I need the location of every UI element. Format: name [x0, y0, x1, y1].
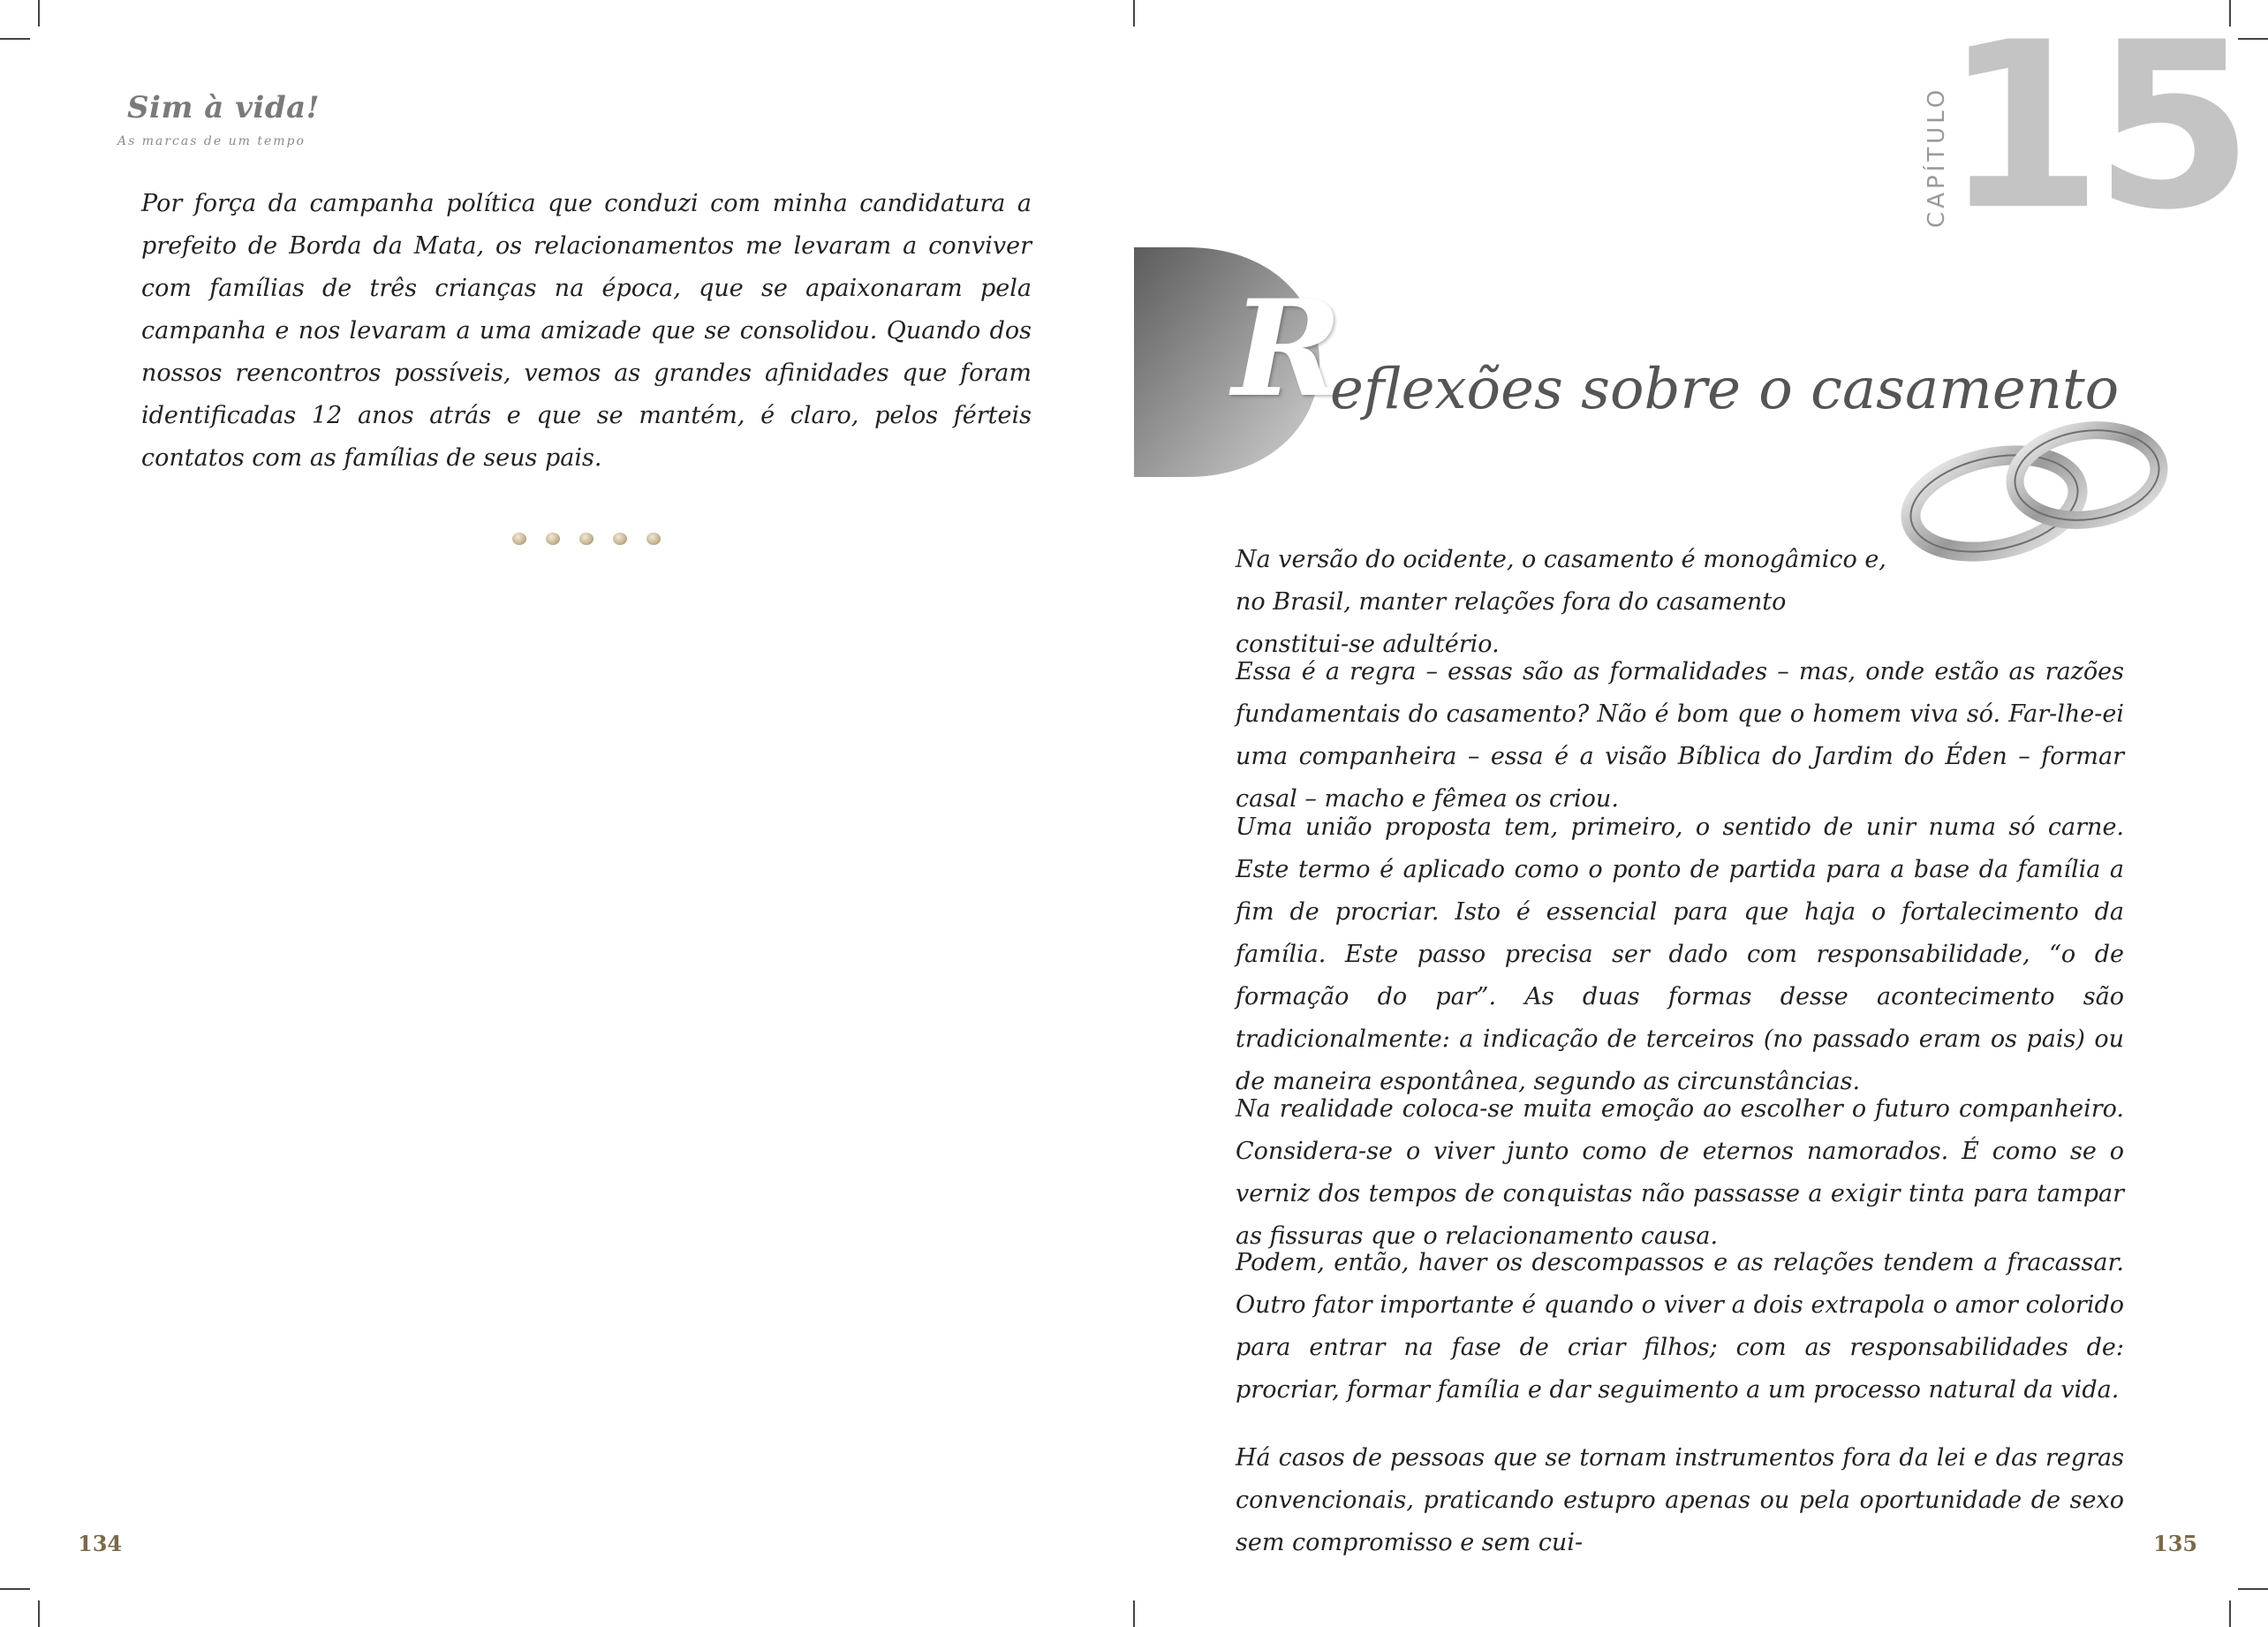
book-subtitle: As marcas de um tempo: [117, 134, 306, 148]
wedding-rings-image: [1897, 415, 2171, 565]
section-divider-dots: [512, 533, 661, 545]
divider-dot: [579, 533, 593, 545]
page-number-right: 135: [2153, 1531, 2198, 1556]
divider-dot: [646, 533, 661, 545]
chapter-number: 15: [1943, 0, 2245, 261]
right-paragraph: Na versão do ocidente, o casamento é monogâmico e, no Brasil, manter relações fora do casamento constitui-se adultério.: [1236, 546, 1886, 658]
right-paragraph: Uma união proposta tem, primeiro, o sentido de unir numa só carne. Este termo é aplicado como o ponto de partida para a base da família a fim de procriar. Isto é essencial para que haja o fortalecimento da família. Este passo precisa ser dado com responsabilidade, “o de formação do par”. As duas formas desse acontecimento são tradicionalmente: a indicação de terceiros (no passado eram os pais) ou de maneira espontânea, segundo as circunstâncias.: [1236, 814, 2124, 1095]
left-paragraph: Por força da campanha política que conduzi com minha candidatura a prefeito de Borda da Mata, os relacionamentos me levaram a conviver com famílias de três crianças na época, que se apaixonaram pela campanha e nos levaram a uma amizade que se consolidou. Quando dos nossos reencontros possíveis, vemos as grandes afinidades que foram identificadas 12 anos atrás e que se mantém, é claro, pelos férteis contatos com as famílias de seus pais.: [141, 190, 1032, 472]
book-title: Sim à vida!: [127, 90, 321, 125]
page-number-left: 134: [78, 1531, 123, 1556]
right-paragraph: Podem, então, haver os descompassos e as relações tendem a fracassar. Outro fator importante é quando o viver a dois extrapola o amor colorido para entrar na fase de criar filhos; com as responsabilidades de: procriar, formar família e dar seguimento a um processo natural da vida.: [1236, 1249, 2124, 1404]
crop-mark: [2238, 1588, 2268, 1590]
right-paragraph: Na realidade coloca-se muita emoção ao escolher o futuro companheiro. Considera-se o viver junto como de eternos namorados. É como se o verniz dos tempos de conquistas não passasse a exigir tinta para tampar as fissuras que o relacionamento causa.: [1236, 1095, 2124, 1250]
right-paragraph: Essa é a regra – essas são as formalidades – mas, onde estão as razões fundamentais do casamento? Não é bom que o homem viva só. Far-lhe-ei uma companheira – essa é a visão Bíblica do Jardim do Éden – formar casal – macho e fêmea os criou.: [1236, 658, 2124, 813]
crop-mark: [2229, 1601, 2231, 1627]
right-paragraph: Há casos de pessoas que se tornam instrumentos fora da lei e das regras convencionais, praticando estupro apenas ou pela oportunidade de sexo sem compromisso e sem cui-: [1236, 1444, 2124, 1556]
chapter-label: CAPÍTULO: [1924, 86, 1950, 228]
divider-dot: [613, 533, 627, 545]
divider-dot: [546, 533, 560, 545]
chapter-title-initial: R: [1232, 271, 1342, 427]
chapter-title: eflexões sobre o casamento: [1330, 357, 2120, 422]
divider-dot: [512, 533, 526, 545]
